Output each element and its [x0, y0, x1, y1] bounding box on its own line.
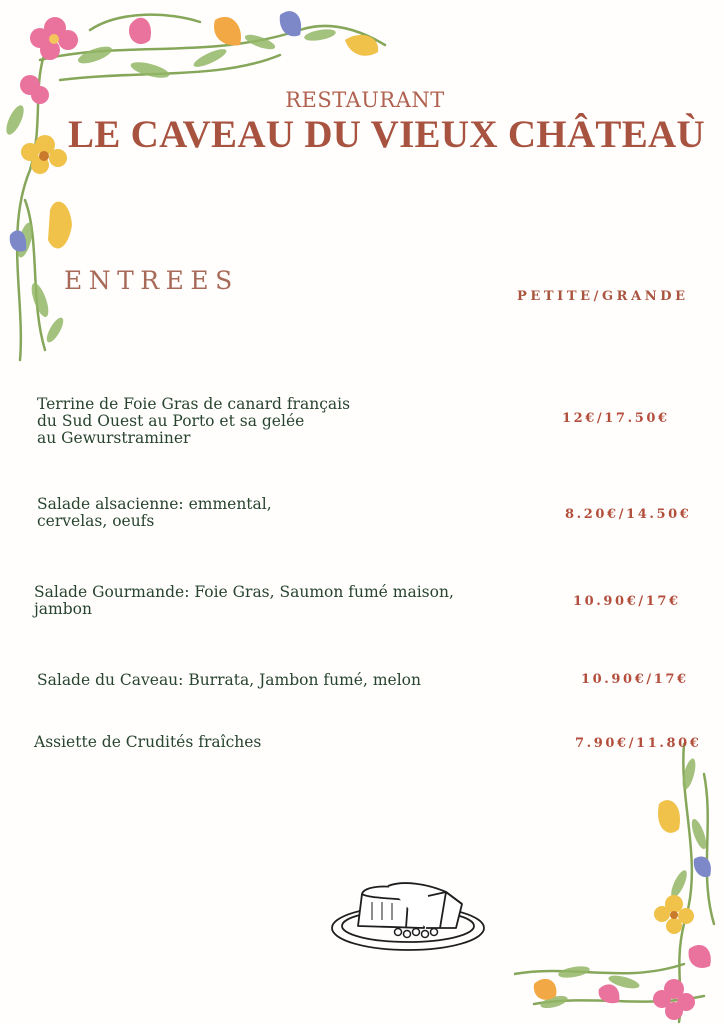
restaurant-name: LE CAVEAU DU VIEUX CHÂTEAÙ — [68, 113, 705, 156]
floral-corner-bottom-right-icon — [514, 734, 724, 1024]
menu-item-price: 7.90€/11.80€ — [575, 736, 702, 751]
menu-item-price: 10.90€/17€ — [581, 672, 689, 687]
menu-item-name: Terrine de Foie Gras de canard français du Sud Ouest au Porto et sa gelée au Gewurstraminer — [37, 395, 351, 447]
section-title: ENTREES — [64, 266, 239, 295]
menu-item-price: 8.20€/14.50€ — [565, 507, 692, 522]
size-column-header: PETITE/GRANDE — [517, 289, 689, 304]
menu-item-name: Salade alsacienne: emmental, cervelas, oeufs — [37, 495, 272, 530]
bread-plate-icon — [328, 876, 488, 956]
menu-item-price: 12€/17.50€ — [562, 411, 670, 426]
menu-item-price: 10.90€/17€ — [573, 594, 681, 609]
menu-item-name: Salade Gourmande: Foie Gras, Saumon fumé maison, jambon — [34, 583, 454, 618]
restaurant-kicker: RESTAURANT — [285, 88, 445, 112]
floral-corner-top-left-icon — [0, 0, 400, 380]
menu-item-name: Assiette de Crudités fraîches — [34, 733, 262, 751]
menu-item-name: Salade du Caveau: Burrata, Jambon fumé, melon — [37, 671, 421, 689]
